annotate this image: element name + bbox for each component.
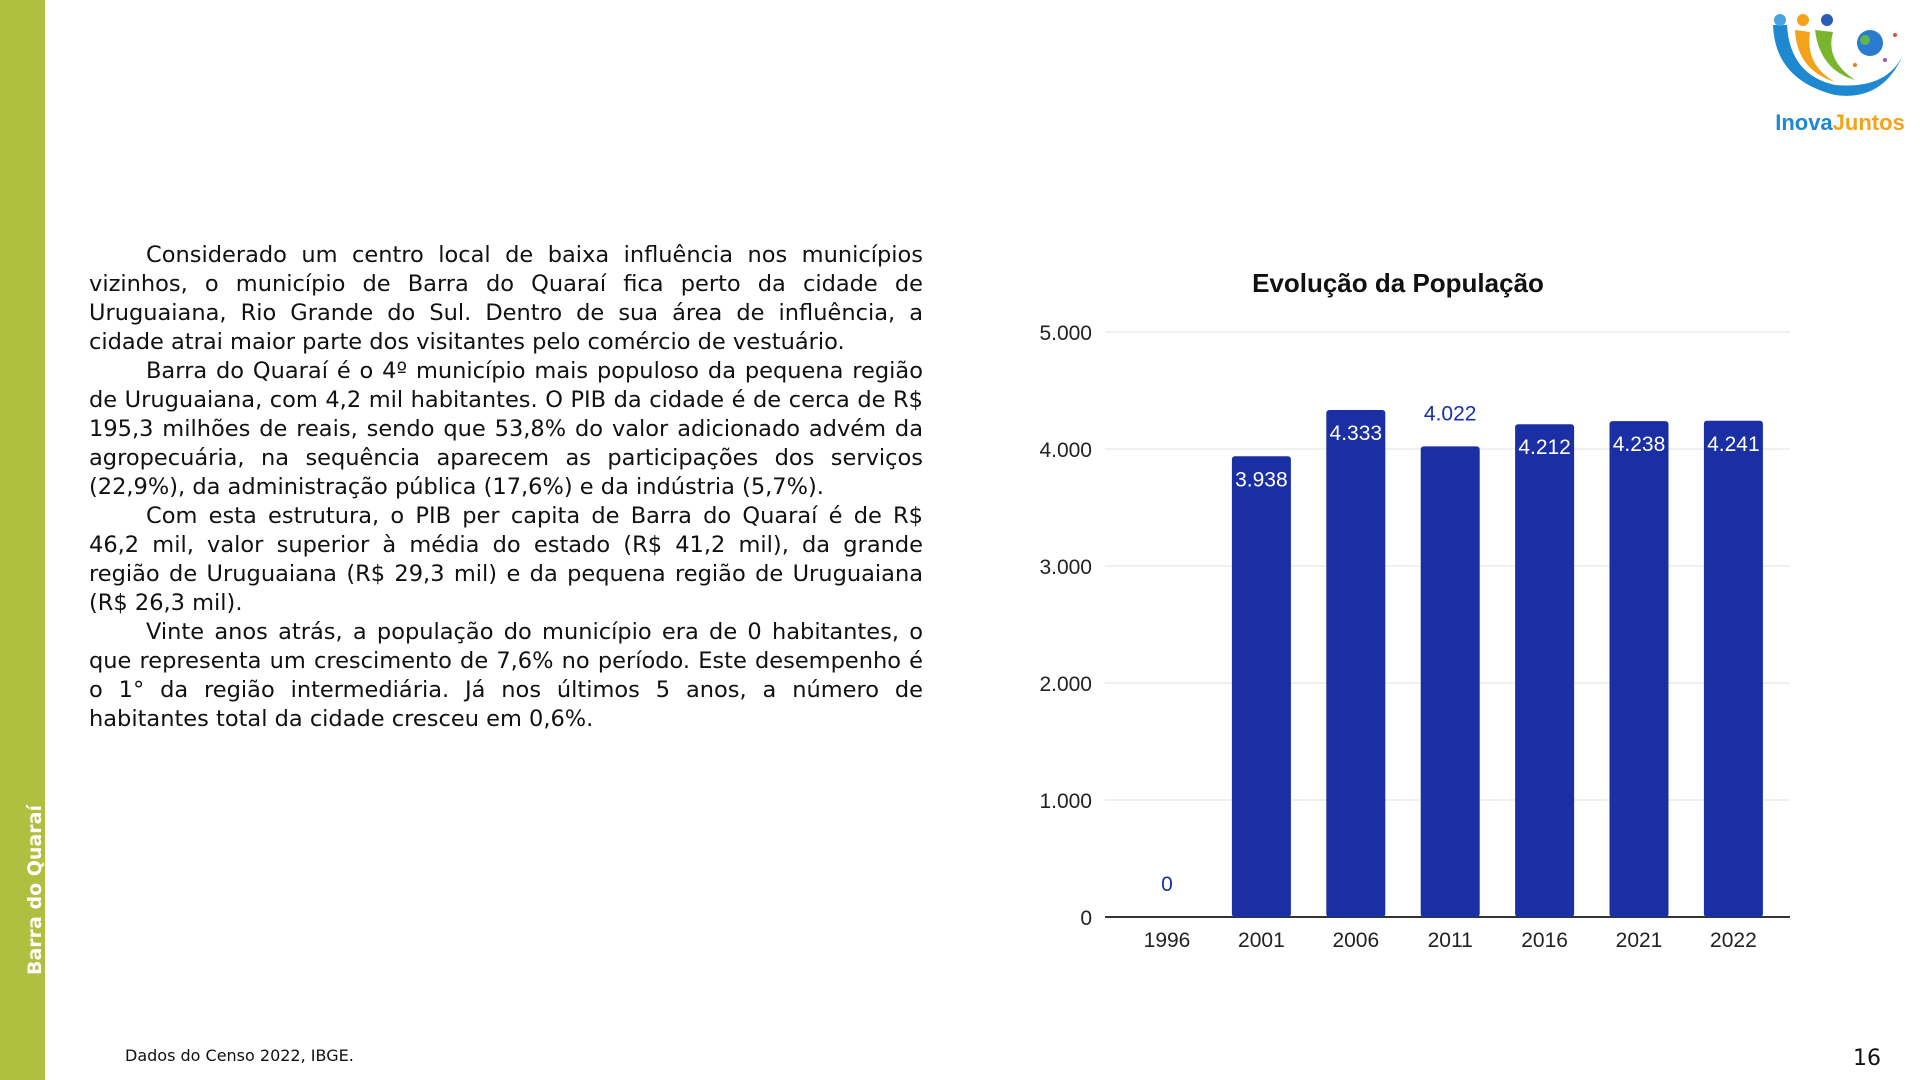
paragraph: Considerado um centro local de baixa influência nos municípios vizinhos, o município de Barra do Quaraí fica perto da cidade de Uruguaiana, Rio Grande do Sul. Dentro de sua área de influência, a cidade atrai maior parte dos visitantes pelo comércio de vestuário. bbox=[89, 242, 923, 355]
x-tick-label: 2011 bbox=[1427, 929, 1473, 952]
x-tick-label: 2021 bbox=[1615, 929, 1663, 952]
x-tick-label: 2001 bbox=[1238, 929, 1285, 952]
bar bbox=[1232, 456, 1291, 917]
paragraph: Vinte anos atrás, a população do município era de 0 habitantes, o que representa um crescimento de 7,6% no período. Este desempenho é o 1° da região intermediária. Já nos últimos 5 anos, a número de habitantes total da cidade cresceu em 0,6%. bbox=[89, 619, 923, 732]
bar bbox=[1421, 446, 1480, 917]
x-tick-label: 2006 bbox=[1332, 929, 1380, 952]
logo-text-juntos: Juntos bbox=[1832, 110, 1905, 135]
data-label: 3.938 bbox=[1235, 468, 1288, 492]
paragraph: Barra do Quaraí é o 4º município mais populoso da pequena região de Uruguaiana, com 4,2 mil habitantes. O PIB da cidade é de cerca de R$ 195,3 milhões de reais, sendo que 53,8% do valor adicionado advém da agropecuária, na sequência aparecem as participações dos serviços (22,9%), da administração pública (17,6%) e da indústria (5,7%). bbox=[89, 358, 923, 500]
data-label: 4.333 bbox=[1329, 422, 1383, 446]
y-tick-label: 0 bbox=[1080, 907, 1092, 930]
data-label: 4.238 bbox=[1612, 433, 1666, 457]
chart-title: Evolução da População bbox=[1252, 268, 1544, 298]
data-label: 4.022 bbox=[1423, 402, 1477, 426]
x-tick-label: 2022 bbox=[1710, 929, 1757, 952]
y-tick-label: 2.000 bbox=[1039, 673, 1092, 696]
data-label: 4.241 bbox=[1707, 432, 1760, 456]
bar bbox=[1704, 421, 1763, 917]
sidebar-municipality-label: Barra do Quaraí bbox=[24, 805, 46, 975]
bar bbox=[1610, 421, 1669, 917]
x-tick-label: 2016 bbox=[1521, 929, 1568, 952]
data-label: 0 bbox=[1161, 873, 1173, 896]
logo-text-inova: Inova bbox=[1775, 110, 1833, 135]
data-label: 4.212 bbox=[1518, 436, 1571, 460]
source-footnote: Dados do Censo 2022, IBGE. bbox=[125, 1046, 354, 1065]
y-tick-label: 1.000 bbox=[1039, 790, 1092, 813]
paragraph: Com esta estrutura, o PIB per capita de Barra do Quaraí é de R$ 46,2 mil, valor superior à média do estado (R$ 41,2 mil), da grande região de Uruguaiana (R$ 29,3 mil) e da pequena região de Uruguaiana (R$ 26,3 mil). bbox=[89, 503, 923, 616]
page-number: 16 bbox=[1853, 1046, 1881, 1071]
bar bbox=[1326, 410, 1385, 917]
y-tick-label: 5.000 bbox=[1039, 322, 1092, 345]
x-tick-label: 1996 bbox=[1143, 929, 1191, 952]
bar bbox=[1515, 424, 1574, 917]
y-tick-label: 4.000 bbox=[1039, 439, 1092, 462]
y-tick-label: 3.000 bbox=[1039, 556, 1092, 579]
